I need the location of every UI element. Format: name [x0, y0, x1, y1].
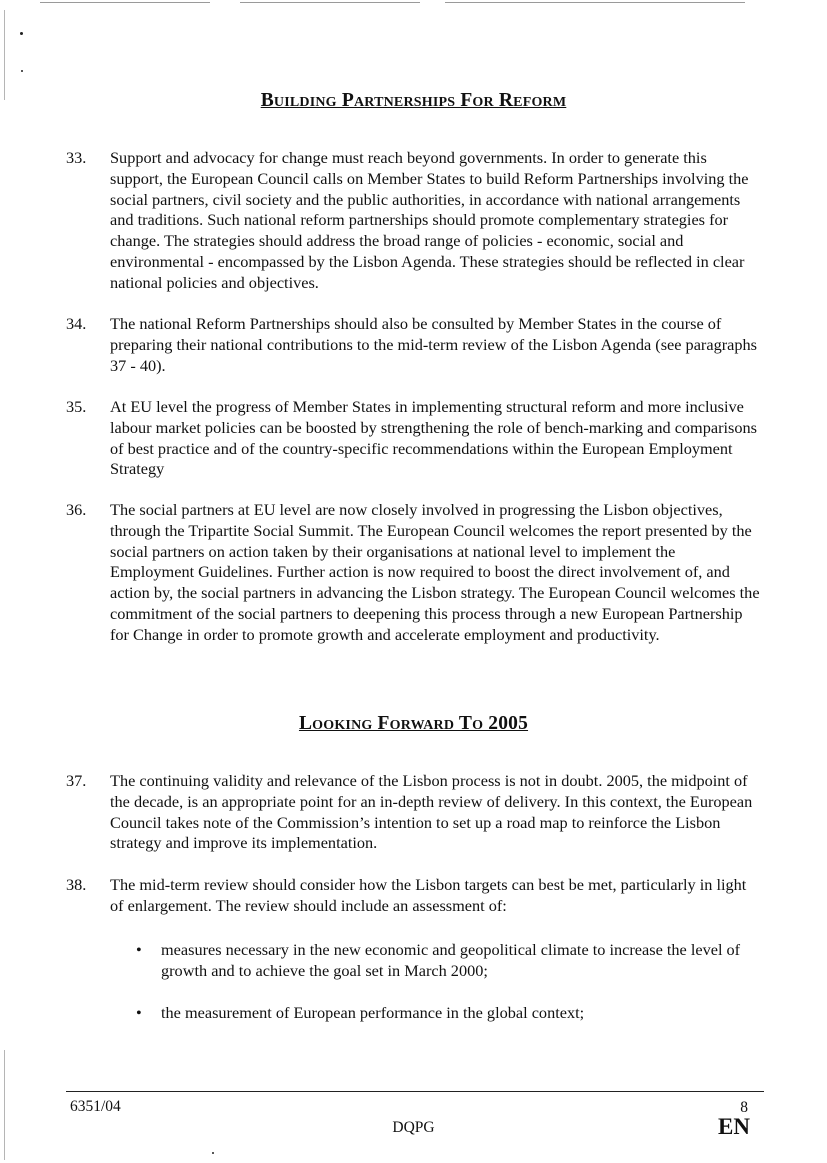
footer-language-code: EN: [718, 1114, 750, 1139]
footer-rule: [66, 1091, 764, 1092]
bullet-icon: •: [136, 1003, 142, 1022]
paragraph-number: 37.: [66, 771, 87, 790]
paragraph-text: The national Reform Partnerships should also be consulted by Member States in the course of preparing their national contributions to the mid-term review of the Lisbon Agenda (see paragraphs 37 - 40).: [110, 314, 757, 375]
bullet-item: [136, 940, 766, 982]
paragraph-34: [66, 314, 766, 376]
paragraph-37: [66, 771, 766, 854]
paragraph-text: The mid-term review should consider how the Lisbon targets can best be met, particularly in light of enlargement. The review should include an assessment of:: [110, 875, 747, 915]
paragraph-text: At EU level the progress of Member States in implementing structural reform and more inclusive labour market policies can be boosted by strengthening the role of bench-marking and comparisons of best practice and of the country-specific recommendations within the European Employment Strategy: [110, 397, 757, 479]
bullet-text: the measurement of European performance in the global context;: [161, 1003, 585, 1022]
paragraph-number: 38.: [66, 875, 87, 894]
paragraph-text: The continuing validity and relevance of the Lisbon process is not in doubt. 2005, the midpoint of the decade, is an appropriate point for an in-depth review of delivery. In this context, the European Council takes note of the Commission’s intention to set up a road map to reinforce the Lisbon strategy and improve its implementation.: [110, 771, 753, 853]
paragraph-number: 35.: [66, 397, 87, 416]
scan-edge-line: [4, 10, 5, 100]
section-heading-building-partnerships: Building Partnerships For Reform: [260, 90, 567, 111]
paragraph-number: 34.: [66, 314, 87, 333]
footer-document-reference: 6351/04: [70, 1098, 121, 1115]
scan-speck: [21, 70, 23, 72]
paragraph-number: 36.: [66, 500, 87, 519]
scan-edge-line: [445, 2, 745, 3]
section-heading-looking-forward: Looking Forward To 2005: [298, 713, 529, 734]
scan-speck: [212, 1152, 214, 1154]
scan-edge-line: [40, 2, 210, 3]
paragraph-text: Support and advocacy for change must reach beyond governments. In order to generate this support, the European Council calls on Member States to build Reform Partnerships involving the social partners, civil society and the public authorities, in accordance with national arrangements and traditions. Such national reform partnerships should promote complementary strategies for change. The strategies should address the broad range of policies - economic, social and environmental - encompassed by the Lisbon Agenda. These strategies should be reflected in clear national policies and objectives.: [110, 148, 749, 292]
scan-edge-line: [240, 2, 420, 3]
scan-edge-line: [4, 1050, 5, 1160]
footer-page-number: 8: [740, 1099, 748, 1116]
paragraph-33: [66, 148, 766, 294]
paragraph-number: 33.: [66, 148, 87, 167]
paragraph-36: [66, 500, 766, 646]
scan-speck: [20, 32, 23, 35]
bullet-text: measures necessary in the new economic and geopolitical climate to increase the level of growth and to achieve the goal set in March 2000;: [161, 940, 741, 980]
paragraph-35: [66, 397, 766, 480]
paragraph-text: The social partners at EU level are now closely involved in progressing the Lisbon objectives, through the Tripartite Social Summit. The European Council welcomes the report presented by the social partners on action taken by their organisations at national level to implement the Employment Guidelines. Further action is now required to boost the direct involvement of, and action by, the social partners in advancing the Lisbon strategy. The European Council welcomes the commitment of the social partners to deepening this process through a new European Partnership for Change in order to promote growth and accelerate employment and productivity.: [110, 500, 760, 644]
paragraph-38: [66, 875, 766, 917]
bullet-icon: •: [136, 940, 142, 959]
footer-department-code: DQPG: [392, 1119, 435, 1136]
bullet-item: [136, 1003, 766, 1024]
